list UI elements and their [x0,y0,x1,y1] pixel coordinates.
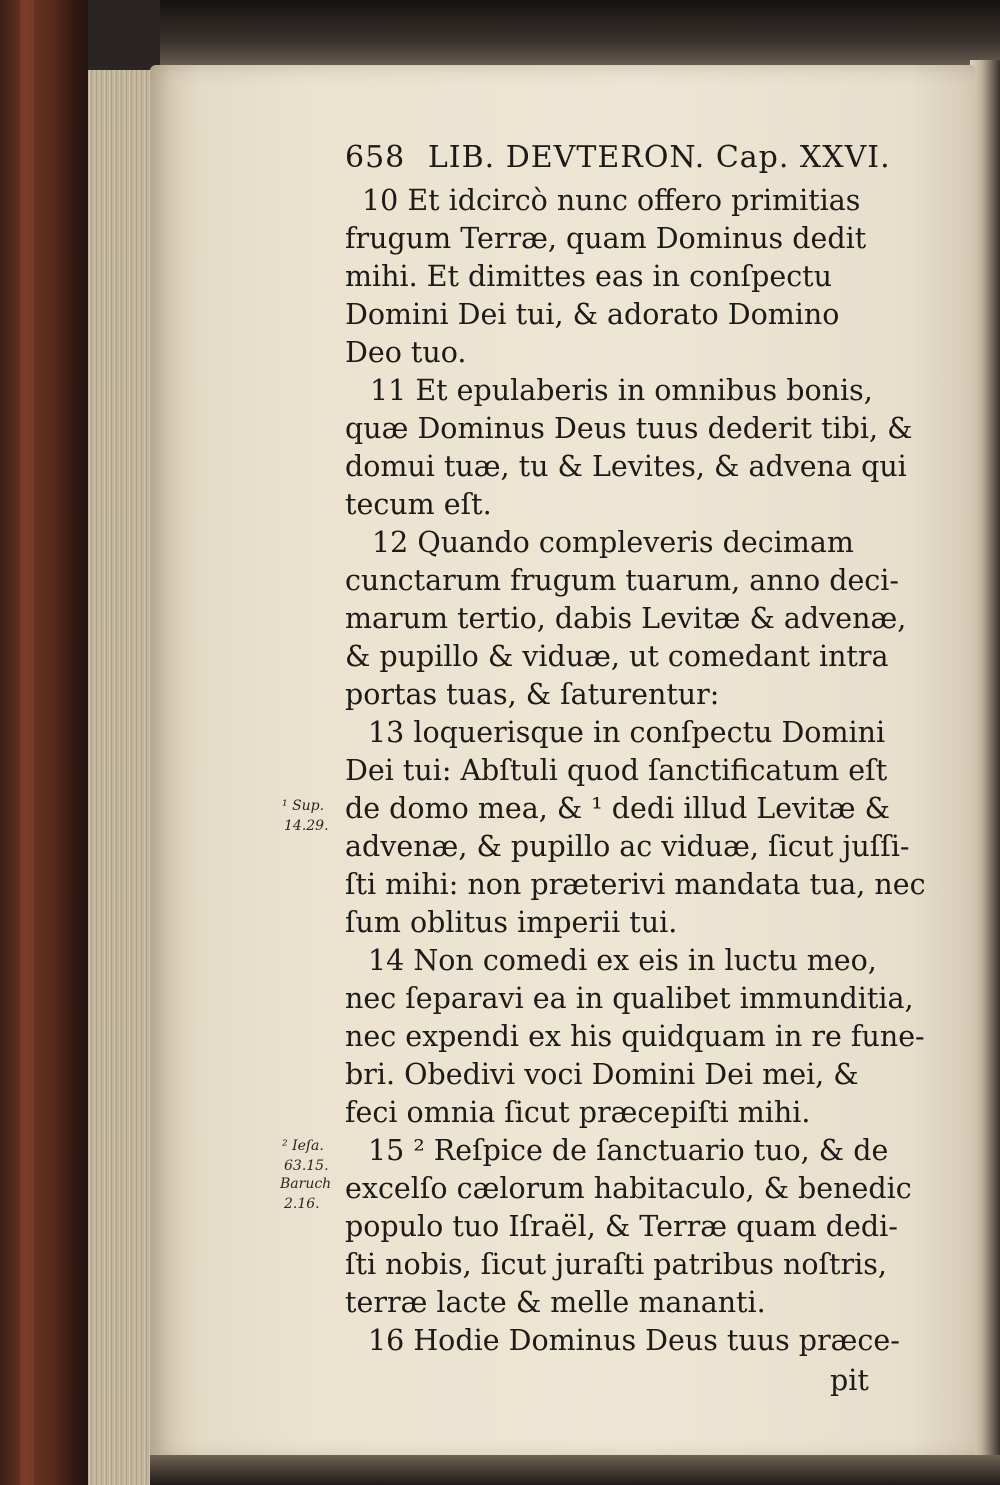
text-line: tecum eſt. [345,488,492,521]
top-shadow [160,0,1000,70]
text-line: 13 loquerisque in conſpectu Domini [368,716,886,749]
text-line: 11 Et epulaberis in omnibus bonis, [370,374,873,407]
text-line: 12 Quando compleveris decimam [372,526,854,559]
margin-note-ref: ¹ Sup. [282,798,325,814]
text-line: mihi. Et dimittes eas in conſpectu [345,260,832,293]
text-line: de domo mea, & ¹ dedi illud Levitæ & [345,792,890,825]
bottom-shadow [150,1455,1000,1485]
text-line: 16 Hodie Dominus Deus tuus præce- [368,1324,900,1357]
text-line: excelſo cælorum habitaculo, & benedic [345,1172,912,1205]
text-line: marum tertio, dabis Levitæ & advenæ, [345,602,907,635]
text-line: portas tuas, & ſaturentur: [345,678,720,711]
text-line: ſti mihi: non præterivi mandata tua, nec [345,868,926,901]
text-line: ſti nobis, ſicut juraſti patribus noſtris, [345,1248,887,1281]
catchword: pit [830,1364,869,1397]
text-line: domui tuæ, tu & Levites, & advena qui [345,450,907,483]
running-title: LIB. DEVTERON. Cap. XXVI. [427,140,891,175]
text-line: 14 Non comedi ex eis in luctu meo, [368,944,877,977]
margin-note-ref: 63.15. [284,1158,329,1174]
leather-binding [0,0,95,1485]
text-line: Dei tui: Abſtuli quod ſanctificatum eſt [345,754,888,787]
text-line: frugum Terræ, quam Dominus dedit [345,222,867,255]
text-line: & pupillo & viduæ, ut comedant intra [345,640,889,673]
text-line: quæ Dominus Deus tuus dederit tibi, & [345,412,913,445]
text-line: terræ lacte & melle mananti. [345,1286,766,1319]
text-line: nec expendi ex his quidquam in re fune- [345,1020,925,1053]
margin-note-ref: Baruch [280,1176,332,1192]
page-number: 658 [345,140,406,175]
text-line: bri. Obedivi voci Domini Dei mei, & [345,1058,859,1091]
text-line: Deo tuo. [345,336,467,369]
text-line: feci omnia ſicut præcepiſti mihi. [345,1096,811,1129]
running-header [345,140,891,175]
text-line: 10 Et idcircò nunc offero primitias [362,184,861,217]
margin-note-ref: 2.16. [284,1196,320,1212]
text-line: advenæ, & pupillo ac viduæ, ſicut juſſi- [345,830,910,863]
text-line: ſum oblitus imperii tui. [345,906,678,939]
text-line: populo tuo Iſraël, & Terræ quam dedi- [345,1210,898,1243]
text-line: nec ſeparavi ea in qualibet immunditia, [345,982,914,1015]
text-line: 15 ² Reſpice de ſanctuario tuo, & de [368,1134,889,1167]
margin-note-ref: ² Ieſa. [282,1138,324,1154]
margin-note-ref: 14.29. [284,818,329,834]
text-line: Domini Dei tui, & adorato Domino [345,298,840,331]
text-line: cunctarum frugum tuarum, anno deci- [345,564,900,597]
